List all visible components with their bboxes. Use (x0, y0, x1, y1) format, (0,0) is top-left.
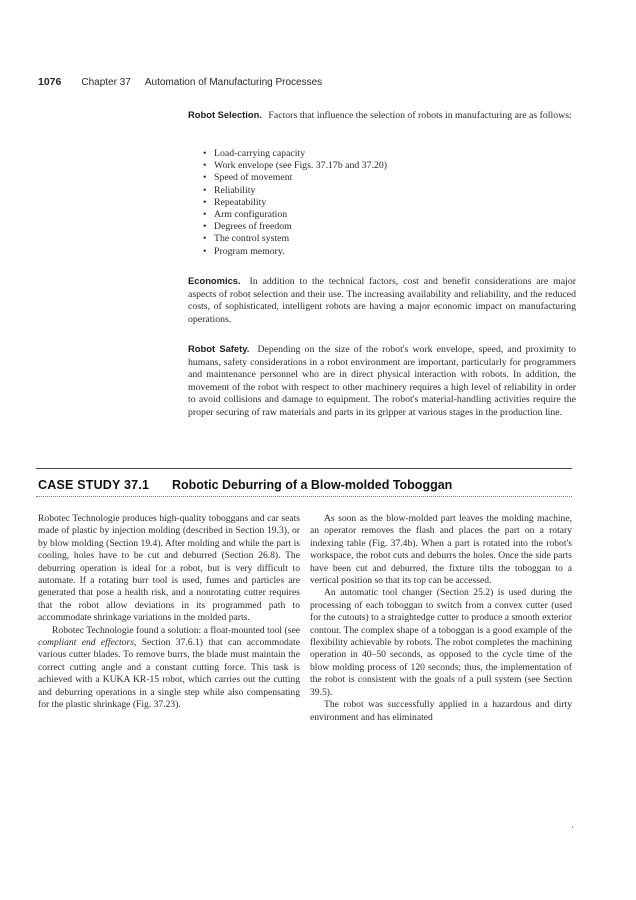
paragraph: Robotec Technologie produces high-quality toboggans and car seats made of plastic by injection molding (described in Section 19.3), or by blow molding (Section 19.4). After molding and while the part is cooling, holes have to be cut and deburred (Section 26.8). The deburring operation is ideal for a robot, but is very difficult to automate. If a rotating burr tool is used, fumes and particles are generated that pose a health risk, and a nonrotating cutter requires that the robot allow deviations in its programmed path to accommodate shrinkage variations in the molded parts. (38, 513, 300, 624)
list-item: • Work envelope (see Figs. 37.17b and 37.20) (203, 160, 387, 172)
selection-factor-list (203, 148, 387, 258)
case-study-title: Robotic Deburring of a Blow-molded Toboggan (172, 478, 453, 492)
list-item: • The control system (203, 233, 387, 245)
running-head (38, 76, 322, 88)
paragraph (38, 625, 300, 712)
corner-mark: · (571, 822, 574, 832)
paragraph-text: Section 37.6.1) that can accommodate various cutter blades. To remove burrs, the blade must maintain the correct cutting angle and a constant cutting force. This task is achieved with a KUKA KR-15 robot, which carries out the cutting and deburring operations in a single step while also compensating for the plastic shrinkage (Fig. 37.23). (38, 637, 300, 711)
case-study-left-column (38, 513, 300, 712)
paragraph: The robot was successfully applied in a hazardous and dirty environment and has eliminated (310, 699, 572, 723)
paragraph: As soon as the blow-molded part leaves the molding machine, an operator removes the flash and places the part on a rotary indexing table (Fig. 37.4b). When a part is rotated into the robot's workspace, the robot cuts and deburrs the holes. Once the side parts have been cut and deburred, the fixture tilts the toboggan to a vertical position so that its top can be accessed. (310, 513, 572, 587)
case-study-label: CASE STUDY 37.1 (38, 478, 150, 492)
robot-selection-section (188, 109, 576, 123)
case-study-right-column (310, 513, 572, 724)
case-study-bottom-rule (36, 496, 572, 497)
robot-selection-intro: Factors that influence the selection of robots in manufacturing are as follows: (268, 110, 572, 121)
list-item: • Arm configuration (203, 209, 387, 221)
list-item: • Speed of movement (203, 172, 387, 184)
robot-selection-heading: Robot Selection. (188, 109, 262, 120)
case-study-top-rule (36, 468, 572, 469)
emphasized-term: compliant end effectors, (38, 637, 137, 649)
economics-heading: Economics. (188, 275, 241, 286)
robot-safety-heading: Robot Safety. (188, 343, 250, 354)
list-item: • Repeatability (203, 197, 387, 209)
list-item: • Program memory. (203, 246, 387, 258)
paragraph: An automatic tool changer (Section 25.2) is used during the processing of each toboggan to switch from a convex cutter (used for the cutouts) to a straightedge cutter to produce a smooth exterior contour. The complex shape of a toboggan is a good example of the flexibility achievable by robots. The robot completes the machining operation in 40–50 seconds, as opposed to the cycle time of the blow molding process of 120 seconds; thus, the implementation of the robot is consistent with the goals of a pull system (see Section 39.5). (310, 587, 572, 698)
robot-safety-section (188, 343, 576, 420)
paragraph-text: Robotec Technologie found a solution: a float-mounted tool (see (52, 624, 300, 636)
economics-text: In addition to the technical factors, cost and benefit considerations are major aspects of robot selection and their use. The increasing availability and reliability, and the reduced costs, of sophisticated, intelligent robots are having a major economic impact on manufacturing operations. (188, 276, 576, 325)
economics-section (188, 275, 576, 326)
list-item: • Reliability (203, 185, 387, 197)
list-item: • Degrees of freedom (203, 221, 387, 233)
list-item: • Load-carrying capacity (203, 148, 387, 160)
chapter-title: Automation of Manufacturing Processes (144, 77, 323, 88)
robot-safety-text: Depending on the size of the robot's work envelope, speed, and proximity to humans, safety considerations in a robot environment are important, particularly for programmers and maintenance personnel who are in direct physical interaction with robots. In addition, the movement of the robot with respect to other machinery requires a high level of reliability in order to avoid collisions and damage to equipment. The robot's material-handling activities require the proper securing of raw materials and parts in its gripper at various stages in the production line. (188, 344, 576, 418)
chapter-label: Chapter 37 (81, 77, 131, 88)
page-number: 1076 (38, 76, 62, 88)
